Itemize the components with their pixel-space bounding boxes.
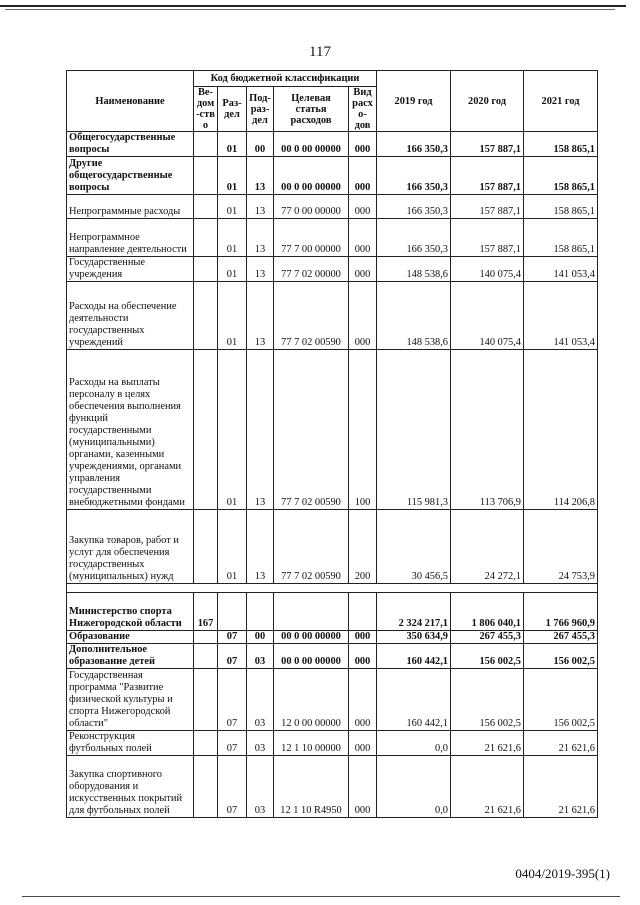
cell-y2021: 158 865,1 — [524, 132, 598, 157]
cell-y2021: 156 002,5 — [524, 644, 598, 669]
cell-name: Другие общегосударственные вопросы — [67, 157, 194, 195]
cell-podrazdel: 13 — [247, 219, 274, 257]
cell-vid: 100 — [349, 350, 377, 510]
cell-y2020: 157 887,1 — [451, 157, 524, 195]
cell-y2021: 1 766 960,9 — [524, 593, 598, 631]
cell-ved — [194, 510, 218, 584]
cell-y2021: 24 753,9 — [524, 510, 598, 584]
table-row — [67, 195, 598, 219]
cell-ved — [194, 644, 218, 669]
cell-name: Расходы на выплаты персоналу в целях обеспечения выполнения функций государственными (муниципальными) органами, казенными учреждениями, органами управления государственными внебюджетными фондами — [67, 350, 194, 510]
cell-razdel: 01 — [218, 510, 247, 584]
scan-edge-top-inner — [5, 9, 615, 10]
cell-y2021: 21 621,6 — [524, 731, 598, 756]
cell-y2019: 166 350,3 — [377, 195, 451, 219]
table-spacer-row — [67, 584, 598, 593]
cell-podrazdel: 03 — [247, 731, 274, 756]
cell-razdel: 01 — [218, 219, 247, 257]
cell-podrazdel: 13 — [247, 282, 274, 350]
cell-y2020: 21 621,6 — [451, 731, 524, 756]
cell-ved — [194, 631, 218, 644]
cell-y2021: 158 865,1 — [524, 157, 598, 195]
cell-y2021: 21 621,6 — [524, 756, 598, 818]
table-row — [67, 157, 598, 195]
header-2020: 2020 год — [451, 71, 524, 132]
cell-y2019: 350 634,9 — [377, 631, 451, 644]
cell-podrazdel: 03 — [247, 669, 274, 731]
cell-ved — [194, 132, 218, 157]
cell-podrazdel: 03 — [247, 644, 274, 669]
cell-y2020: 21 621,6 — [451, 756, 524, 818]
cell-y2020: 113 706,9 — [451, 350, 524, 510]
cell-y2019: 148 538,6 — [377, 282, 451, 350]
cell-vid: 000 — [349, 631, 377, 644]
cell-target: 12 1 10 00000 — [274, 731, 349, 756]
cell-podrazdel: 13 — [247, 157, 274, 195]
cell-name: Дополнительное образование детей — [67, 644, 194, 669]
cell-y2019: 166 350,3 — [377, 157, 451, 195]
cell-ved: 167 — [194, 593, 218, 631]
cell-y2019: 2 324 217,1 — [377, 593, 451, 631]
cell-ved — [194, 350, 218, 510]
table-row — [67, 219, 598, 257]
cell-name: Государственные учреждения — [67, 257, 194, 282]
header-2021: 2021 год — [524, 71, 598, 132]
cell-y2020: 24 272,1 — [451, 510, 524, 584]
cell-vid: 000 — [349, 157, 377, 195]
table-row — [67, 257, 598, 282]
cell-podrazdel — [247, 593, 274, 631]
table-row — [67, 510, 598, 584]
scan-edge-bottom — [22, 896, 620, 897]
cell-vid: 000 — [349, 669, 377, 731]
header-podrazdel: Под-раз-дел — [247, 87, 274, 132]
cell-target: 00 0 00 00000 — [274, 132, 349, 157]
cell-podrazdel: 13 — [247, 510, 274, 584]
table-row — [67, 669, 598, 731]
table-row — [67, 756, 598, 818]
cell-name: Закупка спортивного оборудования и искусственных покрытий для футбольных полей — [67, 756, 194, 818]
cell-name: Реконструкция футбольных полей — [67, 731, 194, 756]
cell-vid: 000 — [349, 219, 377, 257]
cell-target: 12 0 00 00000 — [274, 669, 349, 731]
cell-ved — [194, 669, 218, 731]
scan-edge-top — [0, 5, 626, 7]
cell-vid: 000 — [349, 257, 377, 282]
header-2019: 2019 год — [377, 71, 451, 132]
cell-y2020: 157 887,1 — [451, 132, 524, 157]
cell-vid — [349, 593, 377, 631]
cell-name: Закупка товаров, работ и услуг для обеспечения государственных (муниципальных) нужд — [67, 510, 194, 584]
cell-y2019: 148 538,6 — [377, 257, 451, 282]
cell-y2020: 156 002,5 — [451, 669, 524, 731]
cell-y2020: 267 455,3 — [451, 631, 524, 644]
cell-vid: 000 — [349, 756, 377, 818]
table-row — [67, 282, 598, 350]
header-classification-group: Код бюджетной классификации — [194, 71, 377, 87]
cell-y2020: 1 806 040,1 — [451, 593, 524, 631]
cell-ved — [194, 219, 218, 257]
cell-y2019: 160 442,1 — [377, 669, 451, 731]
cell-y2019: 166 350,3 — [377, 219, 451, 257]
cell-vid: 000 — [349, 731, 377, 756]
cell-name: Министерство спорта Нижегородской области — [67, 593, 194, 631]
cell-vid: 200 — [349, 510, 377, 584]
cell-name: Непрограммные расходы — [67, 195, 194, 219]
document-code: 0404/2019-395(1) — [515, 866, 610, 881]
cell-vid: 000 — [349, 644, 377, 669]
cell-y2021: 141 053,4 — [524, 257, 598, 282]
cell-target: 00 0 00 00000 — [274, 644, 349, 669]
table-row — [67, 350, 598, 510]
cell-y2020: 140 075,4 — [451, 257, 524, 282]
cell-vid: 000 — [349, 195, 377, 219]
table-row — [67, 593, 598, 631]
cell-razdel: 01 — [218, 282, 247, 350]
cell-razdel — [218, 593, 247, 631]
cell-y2021: 141 053,4 — [524, 282, 598, 350]
cell-y2019: 115 981,3 — [377, 350, 451, 510]
cell-target: 00 0 00 00000 — [274, 157, 349, 195]
cell-target — [274, 593, 349, 631]
cell-razdel: 01 — [218, 195, 247, 219]
spacer-cell — [67, 584, 598, 593]
cell-razdel: 01 — [218, 350, 247, 510]
cell-razdel: 07 — [218, 669, 247, 731]
cell-y2021: 156 002,5 — [524, 669, 598, 731]
cell-y2020: 156 002,5 — [451, 644, 524, 669]
cell-razdel: 07 — [218, 731, 247, 756]
cell-y2020: 157 887,1 — [451, 195, 524, 219]
cell-name: Общегосударственные вопросы — [67, 132, 194, 157]
cell-target: 00 0 00 00000 — [274, 631, 349, 644]
cell-y2019: 30 456,5 — [377, 510, 451, 584]
cell-y2021: 114 206,8 — [524, 350, 598, 510]
cell-razdel: 07 — [218, 644, 247, 669]
header-ved: Ве-дом-ство — [194, 87, 218, 132]
cell-razdel: 01 — [218, 132, 247, 157]
cell-target: 77 7 02 00590 — [274, 350, 349, 510]
budget-table-body — [67, 132, 598, 818]
cell-y2021: 267 455,3 — [524, 631, 598, 644]
cell-podrazdel: 00 — [247, 132, 274, 157]
cell-podrazdel: 00 — [247, 631, 274, 644]
cell-name: Образование — [67, 631, 194, 644]
page-number: 117 — [309, 44, 331, 60]
header-vid: Вид расхо-дов — [349, 87, 377, 132]
cell-y2019: 166 350,3 — [377, 132, 451, 157]
cell-y2021: 158 865,1 — [524, 195, 598, 219]
cell-ved — [194, 257, 218, 282]
cell-razdel: 01 — [218, 157, 247, 195]
cell-razdel: 07 — [218, 756, 247, 818]
cell-name: Непрограммное направление деятельности — [67, 219, 194, 257]
cell-y2020: 157 887,1 — [451, 219, 524, 257]
cell-target: 77 0 00 00000 — [274, 195, 349, 219]
cell-vid: 000 — [349, 282, 377, 350]
cell-podrazdel: 13 — [247, 195, 274, 219]
cell-name: Государственная программа "Развитие физической культуры и спорта Нижегородской области" — [67, 669, 194, 731]
cell-ved — [194, 157, 218, 195]
cell-podrazdel: 13 — [247, 350, 274, 510]
header-target: Целевая статья расходов — [274, 87, 349, 132]
header-name: Наименование — [67, 71, 194, 132]
cell-name: Расходы на обеспечение деятельности государственных учреждений — [67, 282, 194, 350]
cell-y2021: 158 865,1 — [524, 219, 598, 257]
cell-razdel: 01 — [218, 257, 247, 282]
cell-razdel: 07 — [218, 631, 247, 644]
table-row — [67, 644, 598, 669]
cell-target: 12 1 10 R4950 — [274, 756, 349, 818]
cell-target: 77 7 00 00000 — [274, 219, 349, 257]
cell-target: 77 7 02 00000 — [274, 257, 349, 282]
cell-vid: 000 — [349, 132, 377, 157]
cell-target: 77 7 02 00590 — [274, 510, 349, 584]
cell-ved — [194, 756, 218, 818]
cell-ved — [194, 195, 218, 219]
budget-table — [66, 70, 598, 818]
cell-y2019: 160 442,1 — [377, 644, 451, 669]
cell-ved — [194, 731, 218, 756]
cell-target: 77 7 02 00590 — [274, 282, 349, 350]
cell-podrazdel: 03 — [247, 756, 274, 818]
table-row — [67, 631, 598, 644]
cell-y2019: 0,0 — [377, 756, 451, 818]
cell-ved — [194, 282, 218, 350]
cell-y2020: 140 075,4 — [451, 282, 524, 350]
header-razdel: Раз-дел — [218, 87, 247, 132]
cell-y2019: 0,0 — [377, 731, 451, 756]
table-row — [67, 132, 598, 157]
table-row — [67, 731, 598, 756]
cell-podrazdel: 13 — [247, 257, 274, 282]
